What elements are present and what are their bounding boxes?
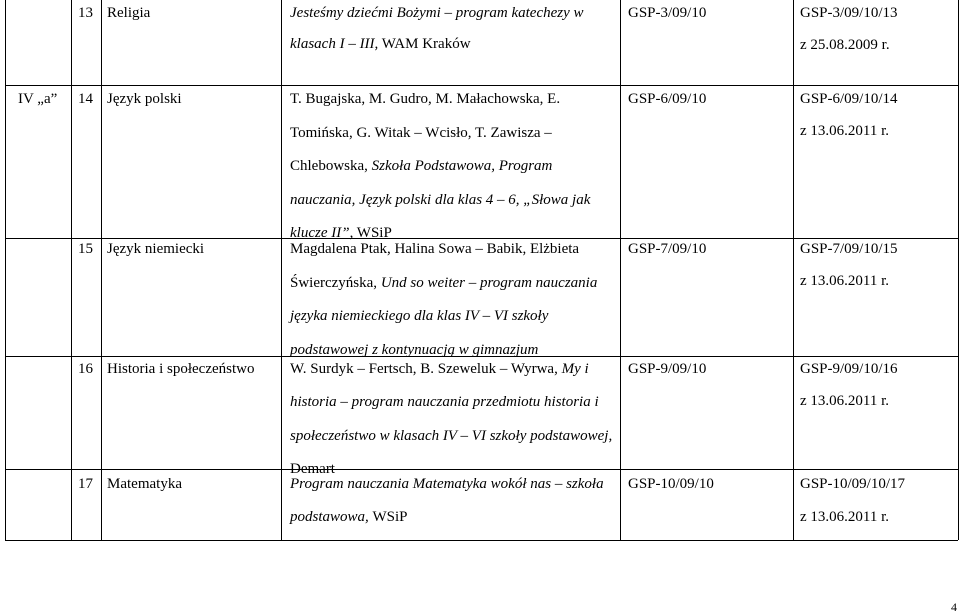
- program-text-segment: Program nauczania Matematyka wokół nas – szkoła: [290, 476, 604, 492]
- table-row-border: [5, 469, 958, 470]
- program-text-segment: T. Bugajska, M. Gudro, M. Małachowska, E.: [290, 91, 561, 107]
- row-number: 16: [78, 361, 93, 377]
- program-number: GSP-7/09/10: [628, 241, 707, 257]
- row-number: 17: [78, 476, 93, 492]
- program-description-line: [290, 475, 604, 493]
- table-row-border: [5, 540, 958, 541]
- program-text-segment: historia – program nauczania przedmiotu historia i: [290, 394, 599, 411]
- table-row-border: [5, 238, 958, 239]
- table-column-border: [958, 0, 959, 540]
- program-text-segment: WAM Kraków: [378, 36, 471, 52]
- program-text-segment: klucze II”: [290, 225, 350, 241]
- program-text-segment: Jesteśmy dziećmi Bożymi – program katechezy w: [290, 5, 584, 21]
- row-number: 15: [78, 241, 93, 257]
- program-description-line: [290, 35, 471, 53]
- program-text-segment: Demart: [290, 460, 335, 477]
- program-text-segment: klasach I – III,: [290, 36, 379, 52]
- approval-number-line: GSP-7/09/10/15: [800, 241, 898, 257]
- subject-name: Matematyka: [107, 476, 182, 492]
- program-number: GSP-10/09/10: [628, 476, 714, 492]
- subject-name: Język polski: [107, 91, 182, 107]
- table-column-border: [281, 0, 282, 540]
- approval-number-line: z 13.06.2011 r.: [800, 123, 890, 139]
- program-description-line: [290, 240, 579, 258]
- program-description-line: [290, 341, 538, 359]
- page-number: 4: [951, 600, 957, 614]
- program-description-line: [290, 427, 612, 445]
- approval-number-line: GSP-10/09/10/17: [800, 476, 906, 492]
- approval-number-line: z 13.06.2011 r.: [800, 393, 890, 409]
- subject-name: Historia i społeczeństwo: [107, 361, 255, 377]
- program-text-segment: Szkoła Podstawowa, Program: [371, 158, 553, 174]
- program-text-segment: Tomińska, G. Witak – Wcisło, T. Zawisza –: [290, 124, 552, 141]
- program-text-segment: podstawowa,: [290, 509, 373, 525]
- table-column-border: [71, 0, 72, 540]
- program-description-line: [290, 124, 552, 142]
- program-text-segment: społeczeństwo w klasach IV – VI szkoły podstawowej,: [290, 427, 613, 444]
- program-text-segment: WSiP: [372, 509, 408, 525]
- program-description-line: [290, 191, 590, 209]
- program-number: GSP-6/09/10: [628, 91, 707, 107]
- program-description-line: [290, 90, 560, 108]
- program-text-segment: Chlebowska,: [290, 158, 372, 174]
- program-description-line: [290, 157, 552, 175]
- program-text-segment: Świerczyńska,: [290, 274, 381, 291]
- program-description-line: [290, 4, 584, 22]
- table-column-border: [5, 0, 6, 540]
- program-number: GSP-3/09/10: [628, 5, 707, 21]
- approval-number-line: z 13.06.2011 r.: [800, 509, 890, 525]
- table-column-border: [793, 0, 794, 540]
- row-number: 13: [78, 5, 93, 21]
- program-description-line: [290, 360, 589, 378]
- subject-name: Język niemiecki: [107, 241, 205, 257]
- program-text-segment: podstawowej z kontynuacją w gimnazjum: [290, 341, 539, 358]
- approval-number-line: z 25.08.2009 r.: [800, 37, 890, 53]
- program-text-segment: My i: [561, 361, 589, 377]
- row-number: 14: [78, 91, 93, 107]
- program-number: GSP-9/09/10: [628, 361, 707, 377]
- program-text-segment: , WSiP: [349, 225, 392, 241]
- approval-number-line: GSP-6/09/10/14: [800, 91, 898, 107]
- program-description-line: [290, 274, 597, 292]
- approval-number-line: z 13.06.2011 r.: [800, 273, 890, 289]
- class-label: IV „a”: [18, 91, 58, 107]
- approval-number-line: GSP-3/09/10/13: [800, 5, 898, 21]
- program-description-line: [290, 393, 599, 411]
- program-text-segment: W. Surdyk – Fertsch, B. Szeweluk – Wyrwa,: [290, 361, 562, 377]
- program-description-line: [290, 508, 408, 526]
- program-text-segment: Und so weiter – program nauczania: [380, 274, 598, 291]
- program-text-segment: Magdalena Ptak, Halina Sowa – Babik, Elżbieta: [290, 241, 580, 257]
- program-description-line: [290, 307, 548, 325]
- table-row-border: [5, 85, 958, 86]
- subject-name: Religia: [107, 5, 151, 21]
- table-column-border: [620, 0, 621, 540]
- program-text-segment: języka niemieckiego dla klas IV – VI szkoły: [290, 308, 549, 324]
- program-text-segment: nauczania, Język polski dla klas 4 – 6, „Słowa jak: [290, 191, 591, 208]
- approval-number-line: GSP-9/09/10/16: [800, 361, 898, 377]
- table-column-border: [101, 0, 102, 540]
